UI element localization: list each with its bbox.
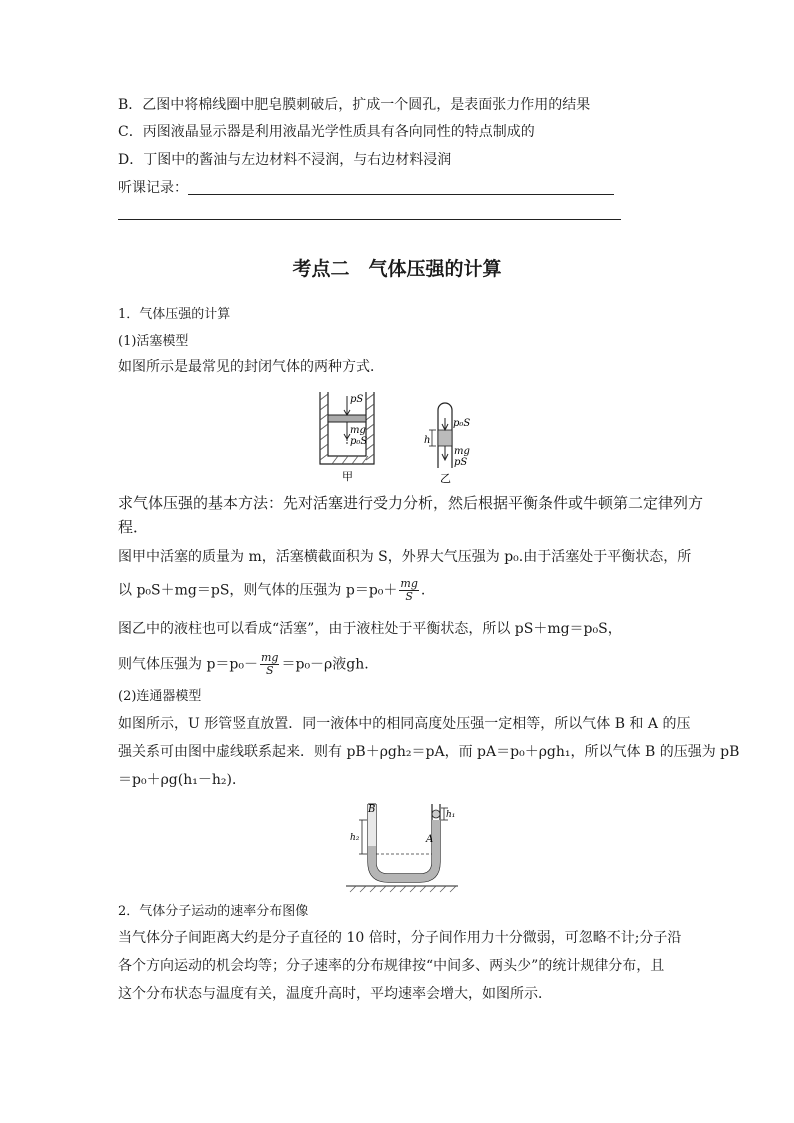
frac-num-2: mg [261, 651, 279, 664]
option-c: C．丙图液晶显示器是利用液晶光学性质具有各向同性的特点制成的 [118, 124, 535, 140]
frac-den-1: S [405, 590, 413, 603]
paragraph-3: 图甲中活塞的质量为 m，活塞横截面积为 S，外界大气压强为 p₀.由于活塞处于平衡状态，所 [118, 549, 692, 565]
equation-1 [118, 578, 425, 603]
paragraph-9: ＝p₀＋ρg(h₁－h₂)． [118, 772, 246, 788]
paragraph-7: 如图所示，U 形管竖直放置．同一液体中的相同高度处压强一定相等，所以气体 B 和 A 的压 [118, 716, 691, 732]
label-h-yi: h [424, 435, 431, 446]
equation-2-text: 则气体压强为 p＝p₀－ [118, 656, 258, 673]
paragraph-2b: 程． [118, 518, 149, 536]
tube-yi [429, 403, 452, 468]
label-yi: 乙 [440, 472, 451, 485]
equation-1-tail: . [420, 582, 426, 599]
fraction-mg-over-S-2 [260, 652, 279, 677]
label-gas-b: B [368, 804, 376, 815]
label-jia: 甲 [342, 470, 353, 483]
paragraph-2a: 求气体压强的基本方法：先对活塞进行受力分析，然后根据平衡条件或牛顿第二定律列方 [118, 494, 704, 512]
heading-2: 2．气体分子运动的速率分布图像 [118, 904, 309, 919]
heading-1b: (2)连通器模型 [118, 689, 202, 704]
option-d: D．丁图中的酱油与左边材料不浸润，与右边材料浸润 [118, 152, 452, 168]
notes-line-1 [188, 194, 614, 195]
u-tube [346, 804, 458, 892]
section-title: 考点二 气体压强的计算 [292, 258, 502, 280]
heading-1: 1．气体压强的计算 [118, 307, 231, 322]
paragraph-10: 当气体分子间距离大约是分子直径的 10 倍时，分子间作用力十分微弱，可忽略不计;分子沿 [118, 930, 682, 946]
notes-line-2 [118, 219, 621, 220]
frac-num-1: mg [400, 577, 418, 590]
label-p0S-yi: p₀S [453, 418, 471, 429]
equation-2 [118, 652, 369, 677]
label-mg-yi: mg [454, 446, 470, 457]
label-h2: h₂ [350, 833, 360, 843]
option-b: B．乙图中将棉线圈中肥皂膜刺破后，扩成一个圆孔，是表面张力作用的结果 [118, 97, 591, 113]
frac-den-2: S [265, 664, 274, 677]
equation-2-tail: ＝p₀－ρ液gh. [281, 656, 369, 673]
paragraph-5: 图乙中的液柱也可以看成“活塞”，由于液柱处于平衡状态，所以 pS＋mg＝p₀S， [118, 621, 622, 637]
paragraph-1: 如图所示是最常见的封闭气体的两种方式． [118, 359, 384, 375]
paragraph-12: 这个分布状态与温度有关，温度升高时，平均速率会增大，如图所示． [118, 986, 552, 1002]
label-h1: h₁ [446, 810, 456, 820]
label-pS-jia: pS [350, 394, 364, 405]
u-tube-figure [340, 798, 460, 894]
piston-figure [318, 388, 488, 488]
label-pS-yi: pS [454, 457, 468, 468]
notes-label: 听课记录： [118, 180, 188, 196]
label-gas-a: A [426, 834, 434, 845]
equation-1-text: 以 p₀S＋mg＝pS，则气体的压强为 p＝p₀＋ [118, 582, 398, 599]
paragraph-11: 各个方向运动的机会均等；分子速率的分布规律按“中间多、两头少”的统计规律分布，且 [118, 958, 665, 974]
label-p0S-jia: p₀S [350, 436, 368, 447]
piston-container-jia [320, 392, 374, 464]
fraction-mg-over-S-1 [399, 578, 418, 603]
heading-1a: (1)活塞模型 [118, 334, 189, 349]
label-mg-jia: mg [350, 425, 366, 436]
paragraph-8: 强关系可由图中虚线联系起来．则有 pB＋ρgh₂＝pA，而 pA＝p₀＋ρgh₁，所以气体 B 的压强为 pB [118, 744, 740, 760]
